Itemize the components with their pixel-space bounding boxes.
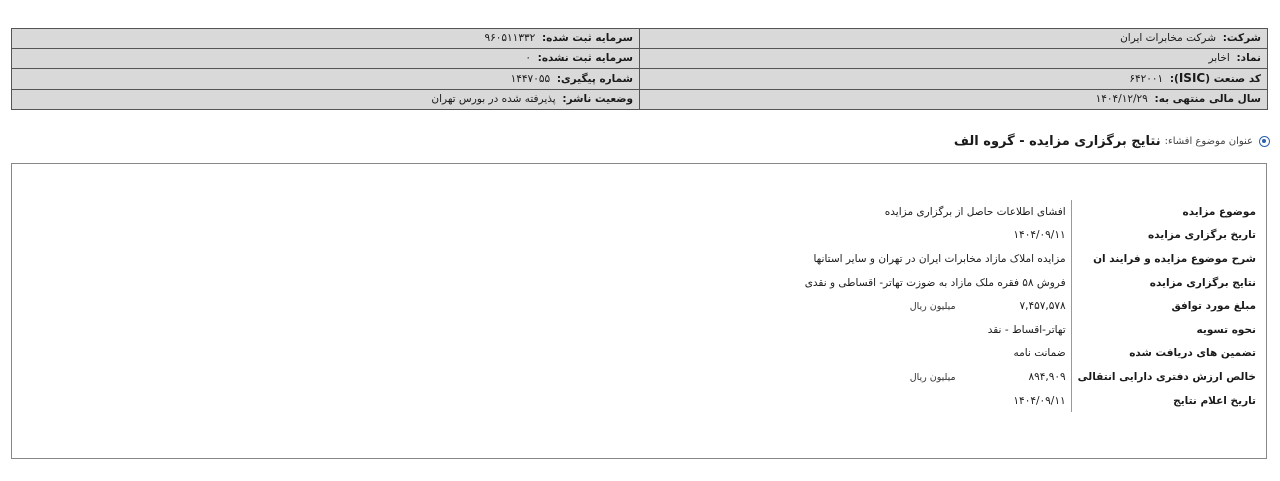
detail-label: مبلغ مورد توافق <box>1071 294 1256 318</box>
symbol-label: نماد: <box>1236 52 1261 64</box>
info-row <box>12 90 1268 110</box>
detail-value-cell <box>800 318 1071 342</box>
info-row <box>12 49 1268 69</box>
capital-unregistered-label: سرمایه ثبت نشده: <box>537 52 633 64</box>
detail-label: نتایج برگزاری مزایده <box>1071 271 1256 295</box>
detail-row <box>800 294 1256 318</box>
detail-label: شرح موضوع مزایده و فرایند ان <box>1071 247 1256 271</box>
auction-details-table <box>800 200 1256 412</box>
detail-row <box>800 318 1256 342</box>
company-label: شرکت: <box>1222 32 1261 44</box>
isic-label-prefix: کد صنعت ( <box>1205 73 1261 85</box>
detail-value: تهاتر-اقساط - نقد <box>987 323 1066 336</box>
detail-row <box>800 271 1256 295</box>
tracking-cell <box>12 69 640 90</box>
detail-value: ۷,۴۵۷,۵۷۸ <box>1019 300 1066 313</box>
detail-label: تاریخ اعلام نتایج <box>1071 389 1256 413</box>
subject-label: عنوان موضوع افشاء: <box>1164 136 1253 147</box>
fiscal-label: سال مالی منتهی به: <box>1154 93 1261 105</box>
detail-row <box>800 342 1256 366</box>
isic-value: ۶۴۲۰۰۱ <box>1129 73 1164 85</box>
detail-label: موضوع مزایده <box>1071 200 1256 224</box>
tracking-value: ۱۴۴۷۰۵۵ <box>510 72 551 85</box>
capital-registered-value: ۹۶۰۵۱۱۳۳۲ <box>484 32 536 44</box>
symbol-value: اخابر <box>1208 52 1230 64</box>
detail-row <box>800 247 1256 271</box>
detail-value: مزایده املاک مازاد مخابرات ایران در تهران و سایر استانها <box>813 252 1066 265</box>
isic-label <box>1170 73 1261 85</box>
company-value: شرکت مخابرات ایران <box>1120 32 1217 44</box>
publisher-status-label: وضعیت ناشر: <box>562 93 633 105</box>
detail-row <box>800 389 1256 413</box>
detail-label: تضمین های دریافت شده <box>1071 342 1256 366</box>
detail-value-cell <box>800 271 1071 295</box>
isic-label-code: ISIC <box>1178 71 1206 85</box>
fiscal-value: ۱۴۰۴/۱۲/۲۹ <box>1095 93 1148 105</box>
capital-registered-cell <box>12 29 640 49</box>
detail-unit: میلیون ریال <box>909 301 956 313</box>
isic-cell <box>640 69 1268 90</box>
content-box <box>11 163 1267 459</box>
detail-value-cell <box>800 294 1071 318</box>
symbol-cell <box>640 49 1268 69</box>
target-bullet-icon <box>1259 136 1270 147</box>
tracking-label: شماره پیگیری: <box>556 72 633 85</box>
detail-value: ۱۴۰۴/۰۹/۱۱ <box>1013 394 1066 407</box>
capital-unregistered-value: ۰ <box>525 52 531 64</box>
disclosure-subject <box>954 134 1270 149</box>
detail-label: نحوه تسویه <box>1071 318 1256 342</box>
detail-value: ۱۴۰۴/۰۹/۱۱ <box>1013 229 1066 242</box>
detail-value: ضمانت نامه <box>1013 347 1066 360</box>
info-row <box>12 69 1268 90</box>
isic-label-suffix: ): <box>1169 73 1179 85</box>
detail-label: خالص ارزش دفتری دارایی انتقالی <box>1071 365 1256 389</box>
detail-row <box>800 200 1256 224</box>
detail-value-cell <box>800 365 1071 389</box>
capital-unregistered-cell <box>12 49 640 69</box>
subject-title: نتایج برگزاری مزایده - گروه الف <box>953 134 1161 149</box>
capital-registered-label: سرمایه ثبت شده: <box>541 32 633 44</box>
detail-row <box>800 224 1256 248</box>
detail-unit: میلیون ریال <box>909 371 956 383</box>
detail-value-cell <box>800 389 1071 413</box>
detail-value-cell <box>800 342 1071 366</box>
fiscal-cell <box>640 90 1268 110</box>
info-row <box>12 29 1268 49</box>
detail-value: افشای اطلاعات حاصل از برگزاری مزایده <box>884 205 1066 218</box>
detail-value: ۸۹۴,۹۰۹ <box>1028 370 1066 383</box>
detail-label: تاریخ برگزاری مزایده <box>1071 224 1256 248</box>
company-info-table <box>11 28 1268 110</box>
publisher-status-value: پذیرفته شده در بورس تهران <box>431 93 556 105</box>
detail-value: فروش ۵۸ فقره ملک مازاد به ضوزت تهاتر- اقساطی و نقدی <box>804 276 1066 289</box>
detail-value-cell <box>800 200 1071 224</box>
detail-value-cell <box>800 224 1071 248</box>
publisher-status-cell <box>12 90 640 110</box>
company-cell <box>640 29 1268 49</box>
detail-row <box>800 365 1256 389</box>
detail-value-cell <box>800 247 1071 271</box>
